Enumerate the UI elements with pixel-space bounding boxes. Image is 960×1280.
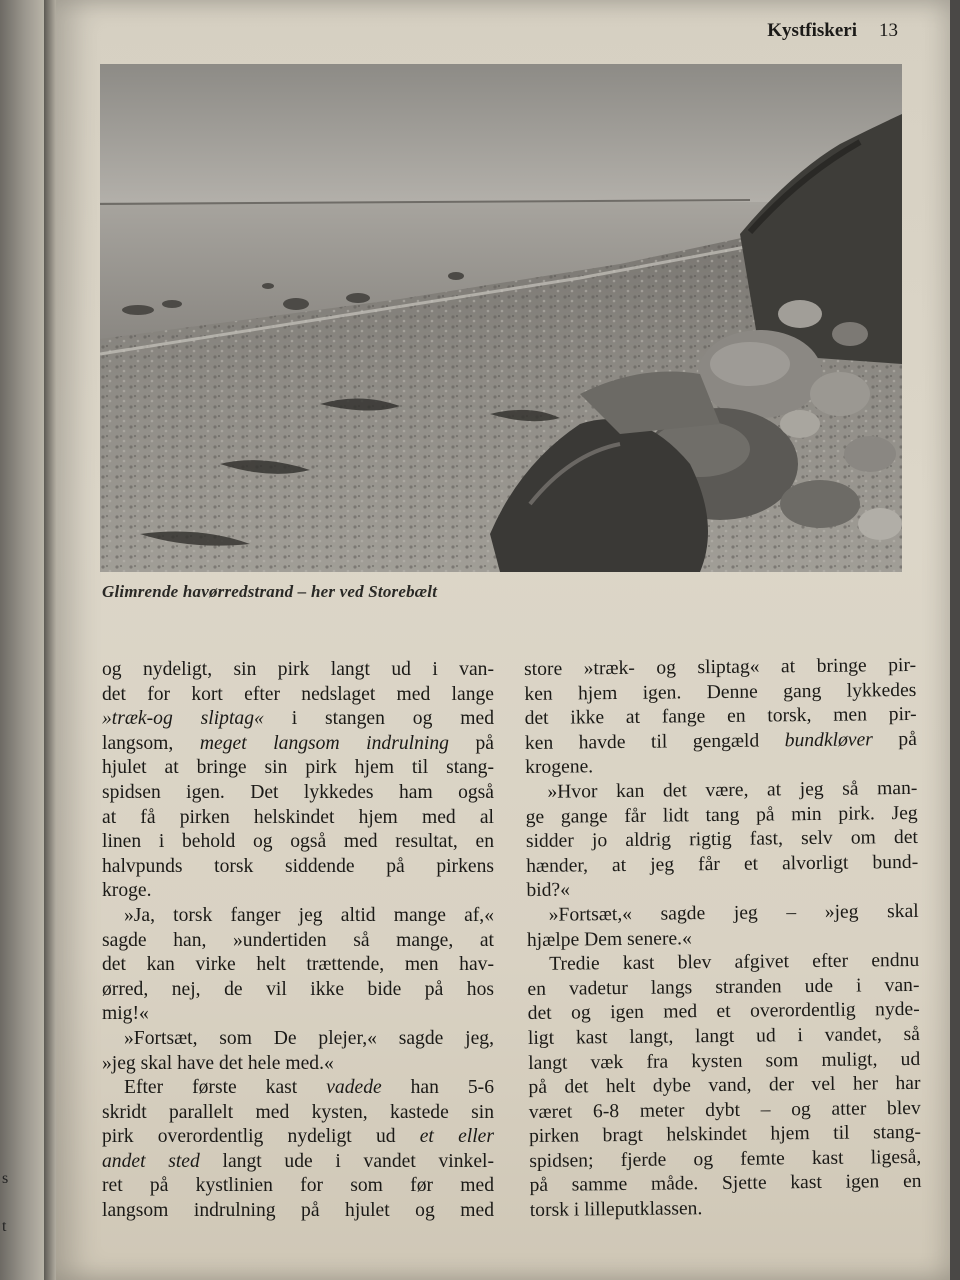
text-line: halvpunds torsk siddende på pirkens <box>102 855 494 877</box>
text-line: sidder jo aldrig rigtig fast, selv om det <box>525 827 919 853</box>
text-line: langt væk fra kysten som muligt, ud <box>528 1048 921 1074</box>
text-line: hænder, at jeg får et alvorligt bund- <box>526 851 919 877</box>
photo-caption: Glimrende havørredstrand – her ved Storebælt <box>102 582 438 601</box>
text-line: langsom indrulning på hjulet og med <box>102 1200 494 1222</box>
text-line: det og igen med et overordentlig nyde- <box>527 999 920 1025</box>
text-line <box>102 707 494 732</box>
text-line: på det helt dybe vand, der vel her har <box>528 1072 921 1099</box>
text-line: en vadetur langs stranden ude i van- <box>527 974 920 1000</box>
text-run: langsom, <box>102 732 200 754</box>
left-text-column <box>102 658 494 1224</box>
text-line: store »træk- og sliptag« at bringe pir- <box>524 654 917 680</box>
text-line: »Hvor kan det være, at jeg så man- <box>547 777 918 803</box>
margin-fragment: s <box>2 1170 9 1187</box>
text-line: ge gange får lidt tang på min pirk. Jeg <box>525 802 918 828</box>
margin-fragment: t <box>2 1218 7 1235</box>
text-line: »Fortsæt,« sagde jeg – »jeg skal <box>548 900 919 926</box>
text-line: ligt kast langt, langt ud i vandet, så <box>527 1023 921 1049</box>
running-header <box>767 20 898 42</box>
text-line: det ikke at fange en torsk, men pir- <box>524 704 917 730</box>
text-run: på <box>448 732 494 754</box>
text-line: skridt parallelt med kysten, kastede sin <box>102 1101 494 1123</box>
italic-phrase: bundkløver <box>784 729 873 752</box>
text-line: Tredie kast blev afgivet efter endnu <box>549 950 920 975</box>
text-line: og nydeligt, sin pirk langt ud i van- <box>102 659 494 680</box>
italic-phrase: andet sted <box>102 1150 200 1172</box>
text-line: det kan virke helt trættende, men hav- <box>102 954 494 976</box>
text-line: sagde han, »undertiden så mange, at <box>102 929 494 951</box>
facing-page-edge <box>0 0 44 1280</box>
text-line: hjulet at bringe sin pirk hjem til stang- <box>102 757 494 779</box>
text-line: det for kort efter nedslaget med lange <box>102 683 494 705</box>
beach-photo-illustration <box>100 64 902 572</box>
text-line <box>102 1125 494 1150</box>
text-line: spidsen; fjerde og femte kast ligeså, <box>529 1146 922 1172</box>
text-line: kroge. <box>102 880 152 902</box>
text-line: at få pirken helskindet hjem med al <box>102 806 494 828</box>
book-page <box>56 0 950 1280</box>
running-title: Kystfiskeri <box>767 20 857 41</box>
text-line: hjælpe Dem senere.« <box>526 927 692 951</box>
text-line: været 6-8 meter dybt – og atter blev <box>528 1097 921 1123</box>
text-line: mig!« <box>102 1003 149 1025</box>
text-line: på samme måde. Sjette kast igen en <box>529 1171 922 1197</box>
text-line: spidsen igen. Det lykkedes ham også <box>102 781 494 803</box>
text-line: krogene. <box>525 756 594 779</box>
text-line: »Fortsæt, som De plejer,« sagde jeg, <box>124 1027 494 1049</box>
text-line <box>102 732 494 757</box>
text-run: i stangen og med <box>263 708 495 730</box>
text-run: på <box>872 728 917 751</box>
italic-phrase: »træk-og sliptag« <box>102 708 264 730</box>
text-line: »Ja, torsk fanger jeg altid mange af,« <box>124 904 494 926</box>
text-line <box>525 728 917 757</box>
text-run: langt ude i vandet vinkel- <box>199 1150 494 1172</box>
text-run: ken havde til gengæld <box>524 730 785 754</box>
text-line <box>102 1076 494 1101</box>
italic-phrase: meget langsom indrulning <box>199 732 449 754</box>
page-number: 13 <box>879 20 898 41</box>
text-line: bid?« <box>526 879 571 902</box>
text-run: han 5-6 <box>381 1077 494 1099</box>
text-line: torsk i lilleputklassen. <box>529 1198 703 1222</box>
italic-phrase: vadede <box>326 1077 382 1099</box>
text-run: pirk overordentlig nydeligt ud <box>102 1126 420 1148</box>
right-text-column <box>524 654 922 1224</box>
text-line: ørred, nej, de vil ikke bide på hos <box>102 978 494 1000</box>
text-run: Efter første kast <box>124 1077 327 1099</box>
italic-phrase: et eller <box>419 1126 494 1148</box>
text-line: »jeg skal have det hele med.« <box>102 1052 334 1074</box>
text-line <box>102 1150 494 1175</box>
beach-photo <box>100 64 902 572</box>
text-line: pirken bragt helskindet hjem til stang- <box>528 1122 922 1148</box>
text-line: linen i behold og også med resultat, en <box>102 831 494 853</box>
text-line: ret på kystlinien for som før med <box>102 1175 494 1197</box>
text-line: ken hjem igen. Denne gang lykkedes <box>524 679 917 705</box>
